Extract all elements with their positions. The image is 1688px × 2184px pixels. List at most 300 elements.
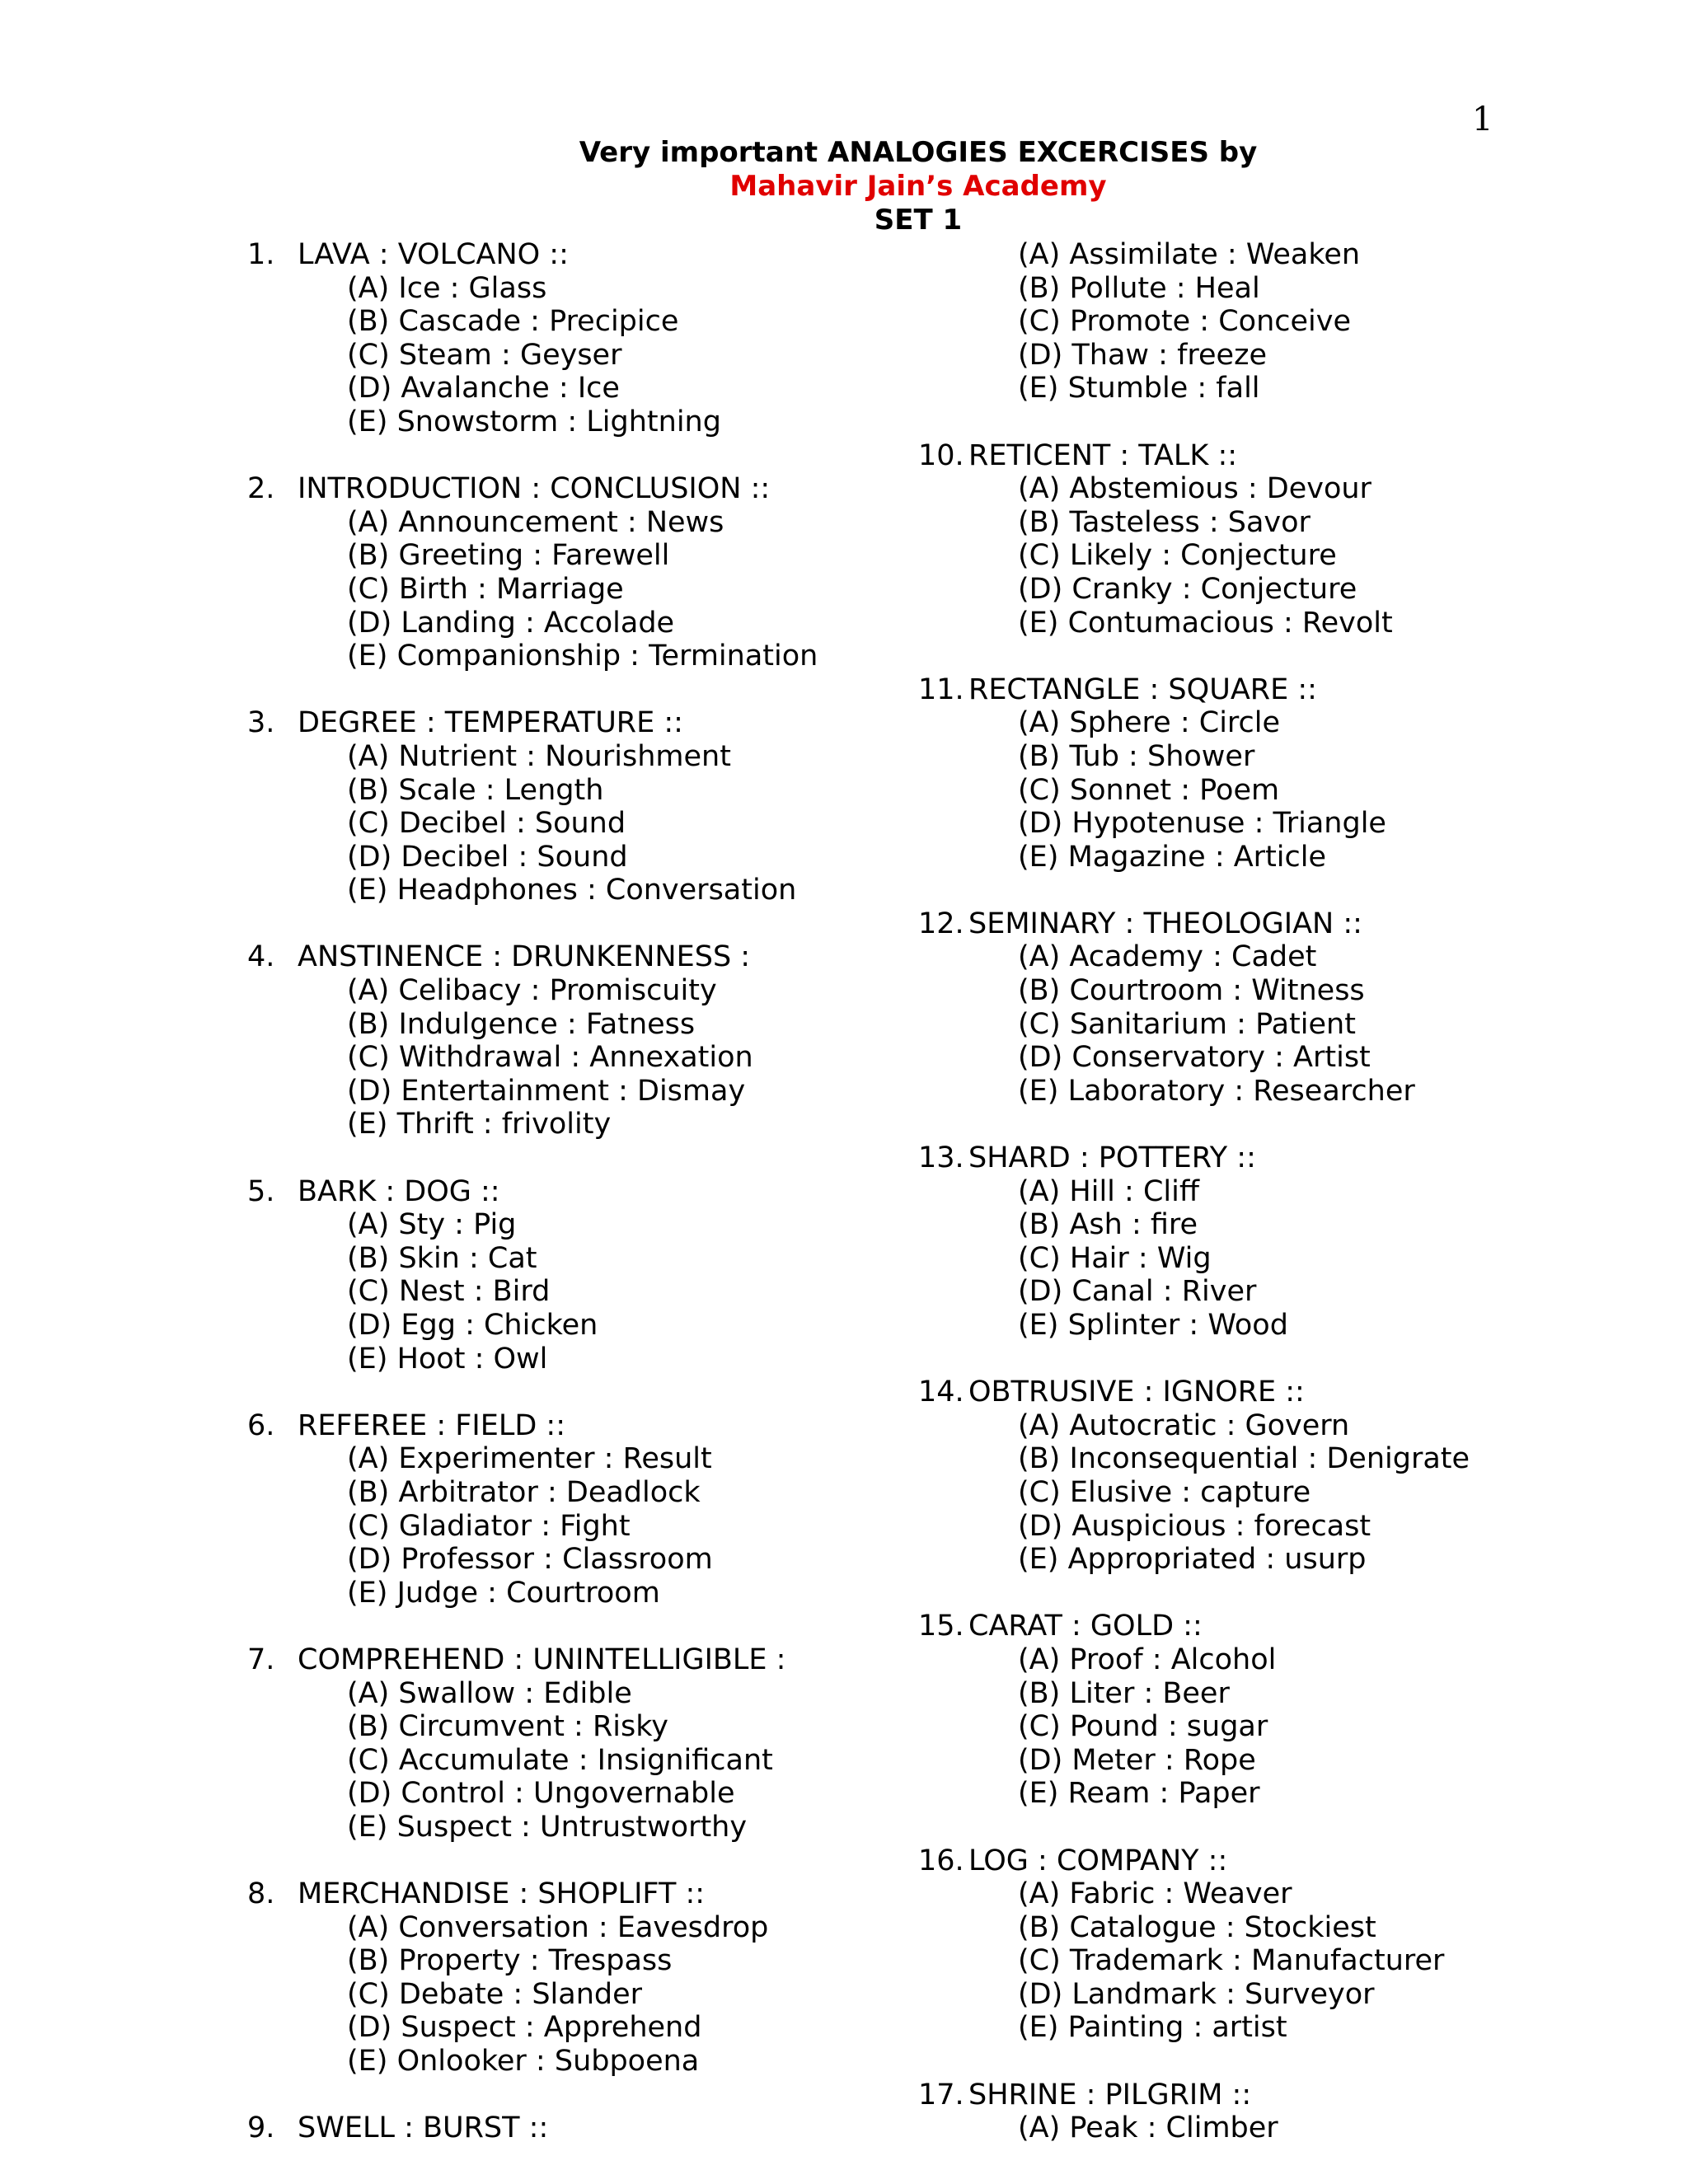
option-text: Egg : Chicken (401, 1309, 598, 1342)
option (1018, 506, 1545, 540)
question-stem: OBTRUSIVE : IGNORE :: (968, 1376, 1305, 1409)
option-text: Entertainment : Dismay (401, 1074, 746, 1108)
question-stem: CARAT : GOLD :: (968, 1610, 1203, 1643)
option-text: Onlooker : Subpoena (396, 2045, 700, 2079)
option-text: Meter : Rope (1071, 1743, 1256, 1777)
option-label: (B) (347, 1007, 390, 1041)
option-text: Nutrient : Nourishment (398, 739, 731, 773)
question-number: 13. (918, 1141, 964, 1175)
option-text: Conservatory : Artist (1071, 1041, 1371, 1075)
option (347, 1343, 874, 1376)
option (1018, 740, 1545, 774)
question-stem-line (918, 673, 1545, 707)
question-stem-line (247, 472, 874, 506)
question (247, 2111, 874, 2145)
option-label: (E) (1018, 1074, 1059, 1108)
option-label: (C) (347, 1743, 390, 1777)
option-text: Landing : Accolade (401, 606, 675, 640)
option-text: Sphere : Circle (1069, 706, 1281, 740)
option (347, 506, 874, 540)
option-text: Hair : Wig (1069, 1241, 1212, 1275)
question-number: 3. (247, 706, 275, 740)
option (1018, 1944, 1545, 1978)
option (1018, 974, 1545, 1008)
option-text: Snowstorm : Lightning (396, 405, 721, 438)
option-label: (C) (347, 1509, 390, 1543)
option-text: Promote : Conceive (1069, 305, 1352, 339)
option-label: (A) (1018, 1643, 1061, 1676)
question-number: 1. (247, 238, 275, 271)
question-stem: REFEREE : FIELD :: (298, 1408, 565, 1442)
document-title: Very important ANALOGIES EXCERCISES by (579, 136, 1258, 169)
option-text: Cascade : Precipice (398, 305, 679, 339)
option-label: (D) (347, 1074, 392, 1108)
options-list (247, 974, 874, 1141)
option-text: Birth : Marriage (398, 572, 624, 606)
option (1018, 1510, 1545, 1544)
options-list (247, 740, 874, 907)
option (347, 1008, 874, 1042)
option (1018, 339, 1545, 373)
question (247, 238, 874, 439)
option (347, 774, 874, 808)
question-stem-line (247, 1175, 874, 1209)
option-text: Fabric : Weaver (1069, 1877, 1292, 1911)
option (1018, 1643, 1545, 1677)
option-text: Suspect : Untrustworthy (396, 1810, 748, 1844)
option (1018, 272, 1545, 306)
option (347, 640, 874, 673)
option-label: (B) (347, 539, 390, 573)
academy-name: Mahavir Jain’s Academy (729, 170, 1107, 203)
options-list (918, 1643, 1545, 1811)
question-number: 9. (247, 2111, 275, 2145)
question (247, 472, 874, 673)
option-label: (D) (1018, 1041, 1063, 1075)
option-text: Elusive : capture (1069, 1475, 1311, 1509)
option-text: Proof : Alcohol (1069, 1643, 1277, 1676)
option (347, 272, 874, 306)
option-label: (C) (1018, 773, 1061, 807)
option-label: (E) (1018, 1777, 1059, 1811)
option (347, 1777, 874, 1811)
option-text: Control : Ungovernable (401, 1777, 735, 1811)
question-number: 12. (918, 907, 964, 940)
option-label: (A) (1018, 472, 1061, 506)
option-text: Circumvent : Risky (398, 1710, 668, 1744)
question (247, 1643, 874, 1844)
option-text: Contumacious : Revolt (1067, 606, 1393, 640)
option (1018, 1041, 1545, 1075)
option-label: (B) (347, 1944, 390, 1978)
option (347, 1911, 874, 1945)
option-label: (A) (1018, 940, 1061, 974)
question-stem-line (918, 1844, 1545, 1878)
right-column (918, 238, 1545, 2178)
option (1018, 2111, 1545, 2145)
option-text: Assimilate : Weaken (1069, 238, 1361, 271)
question-stem: LOG : COMPANY :: (968, 1844, 1228, 1877)
question (918, 439, 1545, 640)
option-label: (C) (1018, 1944, 1061, 1978)
options-list (918, 940, 1545, 1108)
option-text: Inconsequential : Denigrate (1069, 1442, 1470, 1476)
question-stem-line (918, 1610, 1545, 1643)
option-text: Thrift : frivolity (396, 1108, 612, 1141)
option-text: Avalanche : Ice (401, 372, 620, 405)
options-list (918, 238, 1545, 405)
option-label: (C) (347, 1275, 390, 1309)
option-label: (D) (347, 606, 392, 640)
option-label: (D) (1018, 1743, 1063, 1777)
question-number: 16. (918, 1844, 964, 1877)
option (347, 874, 874, 907)
option (1018, 1409, 1545, 1443)
option-label: (A) (1018, 706, 1061, 740)
option-text: Stumble : fall (1067, 372, 1260, 405)
question-stem-line (247, 1877, 874, 1911)
option-label: (A) (1018, 1408, 1061, 1442)
question-number: 17. (918, 2078, 964, 2111)
option-label: (B) (1018, 1910, 1061, 1944)
question-stem: ANSTINENCE : DRUNKENNESS : (298, 940, 751, 974)
option-text: Auspicious : forecast (1071, 1509, 1372, 1543)
option-text: Landmark : Surveyor (1071, 1977, 1375, 2011)
option-label: (B) (347, 1241, 390, 1275)
option (347, 1510, 874, 1544)
question-stem-line (918, 2079, 1545, 2112)
option-label: (E) (347, 1342, 388, 1376)
option (347, 1744, 874, 1778)
option (1018, 2011, 1545, 2045)
question (918, 1376, 1545, 1577)
option-label: (A) (1018, 2111, 1061, 2145)
option (1018, 238, 1545, 272)
options-list (247, 1677, 874, 1844)
option-label: (B) (347, 1710, 390, 1744)
option-text: Ice : Glass (398, 271, 547, 305)
question-stem: MERCHANDISE : SHOPLIFT :: (298, 1877, 706, 1911)
option (1018, 1744, 1545, 1778)
options-list (247, 506, 874, 673)
question-number: 14. (918, 1376, 964, 1409)
option (347, 1275, 874, 1309)
question-stem: RETICENT : TALK :: (968, 438, 1238, 472)
option-text: Sanitarium : Patient (1069, 1007, 1356, 1041)
question (247, 1877, 874, 2079)
option-label: (D) (1018, 807, 1063, 841)
option-text: Likely : Conjecture (1069, 539, 1337, 573)
option (347, 1041, 874, 1075)
option-text: Decibel : Sound (398, 807, 626, 841)
option-label: (D) (347, 840, 392, 874)
option-text: Ream : Paper (1067, 1777, 1260, 1811)
option (347, 1710, 874, 1744)
option-label: (D) (1018, 1275, 1063, 1309)
option-label: (A) (1018, 238, 1061, 271)
question-stem-line (247, 706, 874, 740)
option-text: Hoot : Owl (396, 1342, 548, 1376)
option-text: Suspect : Apprehend (401, 2011, 702, 2045)
option-label: (E) (1018, 606, 1059, 640)
question-number: 2. (247, 472, 275, 506)
option (347, 1577, 874, 1610)
option-label: (B) (1018, 739, 1061, 773)
option-text: Arbitrator : Deadlock (398, 1475, 701, 1509)
option-label: (B) (1018, 974, 1061, 1008)
question-stem: DEGREE : TEMPERATURE :: (298, 706, 683, 740)
option (347, 1811, 874, 1844)
option (347, 539, 874, 573)
question-number: 7. (247, 1643, 275, 1676)
question-number: 4. (247, 940, 275, 974)
question-number: 5. (247, 1174, 275, 1208)
question (918, 1141, 1545, 1343)
options-list (247, 1208, 874, 1376)
option-text: Celibacy : Promiscuity (398, 974, 717, 1008)
option-label: (A) (347, 974, 390, 1008)
option-text: Ash : fire (1069, 1208, 1198, 1242)
option-label: (B) (1018, 1676, 1061, 1710)
option-label: (E) (347, 1576, 388, 1610)
options-list (918, 1175, 1545, 1343)
option-text: Autocratic : Govern (1069, 1408, 1350, 1442)
option (347, 1309, 874, 1343)
option-text: Sonnet : Poem (1069, 773, 1280, 807)
option-label: (D) (347, 1309, 392, 1342)
option-label: (B) (347, 1475, 390, 1509)
option-label: (E) (1018, 372, 1059, 405)
option (1018, 1275, 1545, 1309)
option (1018, 774, 1545, 808)
option-label: (E) (1018, 2011, 1059, 2045)
option (347, 339, 874, 373)
option-label: (A) (1018, 1877, 1061, 1911)
option-text: Gladiator : Fight (398, 1509, 631, 1543)
option-text: Scale : Length (398, 773, 604, 807)
option-text: Cranky : Conjecture (1071, 572, 1357, 606)
question-stem-line (918, 1376, 1545, 1409)
option-label: (D) (1018, 1509, 1063, 1543)
continued-options-q9 (918, 238, 1545, 405)
option-label: (D) (347, 1777, 392, 1811)
option-text: Painting : artist (1067, 2011, 1287, 2045)
question-stem: COMPREHEND : UNINTELLIGIBLE : (298, 1643, 786, 1676)
option (347, 1978, 874, 2012)
option (347, 807, 874, 841)
option-text: Magazine : Article (1067, 840, 1327, 874)
question-number: 11. (918, 673, 964, 706)
option (347, 372, 874, 405)
option-text: Judge : Courtroom (396, 1576, 660, 1610)
option (347, 1442, 874, 1476)
question-number: 6. (247, 1408, 275, 1442)
option-label: (E) (347, 405, 388, 438)
option-label: (C) (347, 1977, 390, 2011)
question-stem-line (918, 439, 1545, 473)
option (1018, 1442, 1545, 1476)
option-label: (E) (1018, 840, 1059, 874)
option (1018, 1777, 1545, 1811)
question (247, 706, 874, 907)
option-label: (A) (347, 271, 390, 305)
option-text: Hill : Cliff (1069, 1174, 1199, 1208)
option-label: (D) (1018, 1977, 1063, 2011)
question-stem-line (247, 238, 874, 272)
option-label: (B) (347, 305, 390, 339)
option (1018, 539, 1545, 573)
option-label: (D) (347, 372, 392, 405)
option (1018, 305, 1545, 339)
question-stem: SEMINARY : THEOLOGIAN :: (968, 907, 1362, 940)
option-text: Professor : Classroom (401, 1543, 713, 1577)
option-label: (E) (1018, 1543, 1059, 1577)
option-text: Conversation : Eavesdrop (398, 1910, 769, 1944)
options-list (918, 1877, 1545, 2045)
option-label: (B) (347, 773, 390, 807)
option-text: Debate : Slander (398, 1977, 643, 2011)
option-text: Courtroom : Witness (1069, 974, 1365, 1008)
option-label: (A) (347, 1910, 390, 1944)
option-text: Indulgence : Fatness (398, 1007, 696, 1041)
option-label: (E) (1018, 1309, 1059, 1342)
option (347, 841, 874, 874)
option (1018, 607, 1545, 640)
option-label: (B) (1018, 1208, 1061, 1242)
option (347, 1543, 874, 1577)
option (347, 1944, 874, 1978)
document-header (0, 136, 1688, 237)
option-text: Skin : Cat (398, 1241, 537, 1275)
option-label: (C) (347, 1041, 390, 1075)
option (1018, 573, 1545, 607)
option (1018, 940, 1545, 974)
question (918, 907, 1545, 1108)
option-text: Announcement : News (398, 505, 724, 539)
option (1018, 1543, 1545, 1577)
question-stem-line (918, 907, 1545, 941)
option-text: Nest : Bird (398, 1275, 551, 1309)
option-label: (E) (347, 874, 388, 907)
question-stem: SHRINE : PILGRIM :: (968, 2078, 1252, 2111)
option-label: (A) (347, 739, 390, 773)
option-label: (A) (347, 1442, 390, 1476)
option (1018, 1677, 1545, 1711)
option (347, 573, 874, 607)
question-stem-line (247, 1409, 874, 1443)
option-label: (C) (1018, 1710, 1061, 1744)
option-text: Companionship : Termination (396, 640, 818, 673)
question-number: 15. (918, 1610, 964, 1643)
option-text: Pollute : Heal (1069, 271, 1260, 305)
question-number: 10. (918, 438, 964, 472)
question-stem: INTRODUCTION : CONCLUSION :: (298, 472, 771, 506)
question-stem-line (247, 940, 874, 974)
option (347, 607, 874, 640)
question-stem: RECTANGLE : SQUARE :: (968, 673, 1317, 706)
option-label: (D) (347, 2011, 392, 2045)
option-label: (A) (347, 1208, 390, 1242)
question-stem: SWELL : BURST :: (298, 2111, 549, 2145)
option-text: Sty : Pig (398, 1208, 517, 1242)
set-label: SET 1 (874, 204, 963, 237)
option-label: (A) (1018, 1174, 1061, 1208)
option (347, 2045, 874, 2079)
options-list (247, 1442, 874, 1610)
option-text: Swallow : Edible (398, 1676, 632, 1710)
left-column (247, 238, 874, 2178)
option-text: Laboratory : Researcher (1067, 1074, 1415, 1108)
option (347, 974, 874, 1008)
option (1018, 1877, 1545, 1911)
question-stem: LAVA : VOLCANO :: (298, 238, 569, 271)
option (1018, 1710, 1545, 1744)
option-label: (D) (1018, 572, 1063, 606)
option-label: (B) (1018, 1442, 1061, 1476)
option-text: Trademark : Manufacturer (1069, 1944, 1445, 1978)
question (918, 673, 1545, 874)
option (347, 1075, 874, 1108)
option-text: Academy : Cadet (1069, 940, 1317, 974)
option-label: (A) (347, 1676, 390, 1710)
option (1018, 1476, 1545, 1510)
option-text: Decibel : Sound (401, 840, 628, 874)
page-number: 1 (1472, 101, 1493, 138)
option-label: (D) (1018, 338, 1063, 372)
option-label: (D) (347, 1543, 392, 1577)
option-label: (C) (1018, 305, 1061, 339)
option-text: Catalogue : Stockiest (1069, 1910, 1376, 1944)
option-text: Tasteless : Savor (1069, 505, 1311, 539)
question-stem: SHARD : POTTERY :: (968, 1141, 1256, 1175)
question (918, 1610, 1545, 1811)
option-text: Abstemious : Devour (1069, 472, 1372, 506)
option-text: Greeting : Farewell (398, 539, 670, 573)
option (347, 405, 874, 439)
question-stem-line (918, 1141, 1545, 1175)
option (1018, 1911, 1545, 1945)
options-list (918, 2111, 1545, 2145)
option-label: (C) (347, 338, 390, 372)
question (918, 1844, 1545, 2046)
options-list (918, 706, 1545, 874)
option-label: (C) (1018, 1007, 1061, 1041)
option-text: Tub : Shower (1069, 739, 1255, 773)
option (1018, 1309, 1545, 1343)
option-text: Splinter : Wood (1067, 1309, 1288, 1342)
option (347, 1242, 874, 1276)
option-label: (E) (347, 640, 388, 673)
option-text: Steam : Geyser (398, 338, 622, 372)
question-stem-line (247, 1643, 874, 1677)
option (1018, 807, 1545, 841)
option-text: Peak : Climber (1069, 2111, 1278, 2145)
option-text: Experimenter : Result (398, 1442, 712, 1476)
option (1018, 1075, 1545, 1108)
question (247, 1175, 874, 1376)
option (347, 740, 874, 774)
option-text: Appropriated : usurp (1067, 1543, 1367, 1577)
option-label: (C) (1018, 1475, 1061, 1509)
option (1018, 1242, 1545, 1276)
options-list (247, 1911, 874, 2079)
options-list (247, 272, 874, 439)
option (1018, 706, 1545, 740)
option-label: (A) (347, 505, 390, 539)
option-text: Property : Trespass (398, 1944, 673, 1978)
option-text: Headphones : Conversation (396, 874, 797, 907)
option (1018, 372, 1545, 405)
